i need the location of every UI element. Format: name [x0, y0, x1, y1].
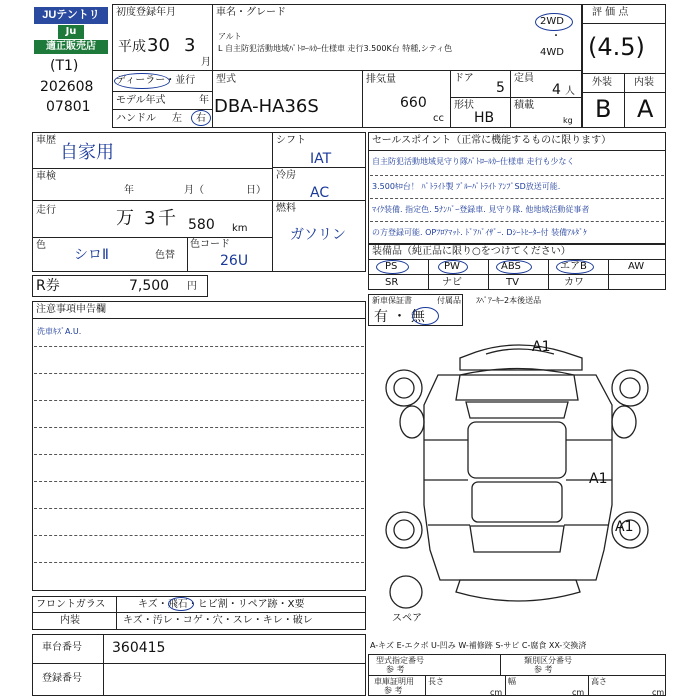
equip-abs: ABS	[501, 261, 521, 272]
handle-label: ハンドル	[116, 113, 156, 124]
pw-circle	[438, 260, 468, 274]
abs-circle	[496, 260, 532, 274]
sales-label: セールスポイント（正常に機能するものに限ります）	[372, 135, 612, 146]
car-cert-ref: 参 考	[384, 686, 403, 695]
ac-label: 冷房	[276, 170, 296, 181]
mileage-man: 万	[116, 208, 134, 229]
warranty-value: 有 ・ 無	[374, 309, 425, 325]
chassis-label: 車台番号	[42, 642, 82, 653]
capacity-value: 4	[552, 82, 561, 98]
equip-navi: ナビ	[442, 277, 462, 288]
equip-tv: TV	[506, 277, 519, 288]
dealer-code: (T1)	[50, 58, 79, 74]
damage-a1-side2: A1	[615, 519, 634, 535]
mileage-unit: km	[232, 223, 248, 234]
damage-a1-side1: A1	[589, 471, 608, 487]
ac-value: AC	[310, 185, 330, 201]
glass-label: フロントガラス	[36, 599, 106, 610]
dealer-circle	[114, 73, 170, 89]
ju-mark: Ju	[58, 25, 84, 39]
capacity-unit: 人	[565, 86, 575, 97]
dealer-type-label: ディーラー・並行	[116, 75, 196, 86]
inspection-day: 日）	[246, 185, 266, 196]
glass-value: キズ・飛石・ヒビ割・リペア跡・X要	[138, 599, 305, 610]
drive-circle	[535, 13, 573, 31]
doors-value: 5	[496, 80, 505, 96]
height-unit: cm	[652, 688, 665, 697]
accessories-value: ｽﾍﾟｱｰｷｰ2本後送品	[476, 296, 542, 305]
displacement-value: 660	[400, 95, 427, 111]
airbag-circle	[556, 260, 594, 274]
sales-line-4: の方登録可能. OPﾌﾛｱﾏｯﾄ. ﾄﾞｱﾊﾞｲｻﾞｰ. Dｼｰﾄﾋｰﾀｰ付 装備ｱﾙﾀﾞｹ	[372, 228, 588, 237]
brand-logo: JUテントリ	[34, 7, 108, 24]
color-value: シロⅡ	[74, 247, 109, 263]
name-label: 車名・グレード	[216, 7, 286, 18]
fuel-value: ガソリン	[290, 227, 346, 243]
handle-right: 右	[196, 113, 206, 124]
load-unit: kg	[563, 116, 573, 125]
color-code-label: 色コード	[190, 239, 230, 250]
height-label: 高さ	[591, 677, 607, 686]
ps-circle	[376, 260, 409, 274]
notes-label: 注意事項申告欄	[36, 304, 106, 315]
recycle-unit: 円	[187, 281, 197, 292]
car-grade: L 自主防犯活動地域ﾊﾟﾄﾛｰﾙｶｰ仕様車 走行3.500K台 特種,シティ色	[218, 44, 453, 53]
reg-month: 3	[184, 35, 196, 56]
registration-label: 登録番号	[42, 673, 82, 684]
model-year-unit: 年	[199, 95, 209, 106]
ext-grade: B	[595, 95, 612, 123]
rating-score: (4.5)	[588, 33, 645, 61]
accessories-label: 付属品	[437, 296, 461, 305]
width-label: 幅	[508, 677, 516, 686]
equip-leather: カワ	[564, 277, 584, 288]
displacement-unit: cc	[433, 113, 444, 124]
reg-year: 30	[147, 35, 170, 56]
inspection-label: 車検	[36, 171, 56, 182]
length-label: 長さ	[428, 677, 444, 686]
equip-ps: PS	[385, 261, 398, 272]
reg-label: 初度登録年月	[116, 7, 176, 18]
shape-value: HB	[474, 110, 495, 126]
displacement-label: 排気量	[366, 74, 396, 85]
glass-circle	[168, 597, 194, 611]
notes-text: 洗車ｷｽﾞA.U.	[37, 327, 82, 336]
sales-line-3: ﾏｲｸ装備. 指定色. 5ﾅﾝﾊﾞｰ登録車. 見守り隊. 他地域活動従事者	[372, 205, 590, 214]
color-change-label: 色替	[155, 250, 175, 261]
class-ref: 参 考	[534, 665, 553, 674]
inspection-year: 年	[124, 185, 134, 196]
fuel-label: 燃料	[276, 203, 296, 214]
handle-left: 左	[172, 113, 182, 124]
class-label: 類別区分番号	[524, 656, 572, 665]
car-name: アルト	[218, 32, 242, 41]
interior-value: キズ・汚レ・コゲ・穴・スレ・キレ・破レ	[123, 615, 313, 626]
dealer-num2: 07801	[46, 99, 91, 115]
store-label: 適正販売店	[34, 40, 108, 54]
mileage-rest: 580	[188, 217, 215, 233]
equip-sr: SR	[385, 277, 399, 288]
capacity-label: 定員	[514, 73, 534, 84]
length-unit: cm	[490, 688, 503, 697]
width-unit: cm	[572, 688, 585, 697]
sales-line-2: 3.500ｷﾛ台！ ﾊﾟﾄﾗｲﾄ製 ﾌﾞﾙｰﾊﾟﾄﾗｲﾄ ｱﾝﾌﾟSD放送可能.	[372, 182, 561, 191]
equipment-label: 装備品（純正品に限り○をつけてください）	[372, 246, 571, 257]
equip-airbag: エアB	[560, 261, 587, 272]
damage-a1-front: A1	[532, 339, 551, 355]
spare-label: スペア	[392, 613, 422, 624]
color-code: 26U	[220, 253, 249, 269]
rating-label: 評 価 点	[592, 7, 629, 18]
doors-label: ドア	[454, 73, 474, 84]
dealer-num1: 202608	[40, 79, 94, 95]
model-year-label: モデル年式	[116, 95, 166, 106]
damage-legend: A-キズ E-エクボ U-凹み W-補修跡 S-サビ C-腐食 XX-交換済	[370, 641, 587, 650]
model-cert-label: 型式指定番号	[376, 656, 424, 665]
model-label: 型式	[216, 74, 236, 85]
shape-label: 形状	[454, 100, 474, 111]
int-label: 内装	[634, 77, 654, 88]
history-value: 自家用	[60, 142, 114, 163]
mileage-num: 3	[144, 208, 156, 229]
warranty-label: 新車保証書	[372, 296, 412, 305]
chassis-value: 360415	[112, 640, 166, 656]
mileage-sen: 千	[158, 208, 176, 229]
interior-label: 内装	[60, 615, 80, 626]
load-label: 積載	[514, 100, 534, 111]
car-damage-diagram	[368, 330, 666, 620]
ext-label: 外装	[592, 77, 612, 88]
equip-aw: AW	[628, 261, 645, 272]
inspection-month: 月（	[184, 185, 204, 196]
recycle-value: 7,500	[129, 278, 170, 294]
drive-2wd: 2WD	[540, 16, 564, 27]
equip-pw: PW	[444, 261, 460, 272]
reg-month-unit: 月	[201, 57, 211, 68]
drive-dot: ・	[551, 31, 561, 42]
notes-box	[32, 301, 366, 591]
chassis-box	[32, 634, 366, 696]
handle-circle	[191, 110, 211, 126]
history-label: 車歴	[36, 135, 56, 146]
model-value: DBA-HA36S	[214, 96, 319, 117]
recycle-label: R券	[36, 278, 60, 294]
reg-era: 平成	[118, 39, 146, 55]
drive-4wd: 4WD	[540, 47, 564, 58]
car-cert-label: 車庫証明用	[374, 677, 414, 686]
shift-label: シフト	[276, 135, 306, 146]
mileage-label: 走行	[36, 205, 56, 216]
warranty-circle	[412, 307, 439, 325]
shift-value: IAT	[310, 151, 332, 167]
model-cert-ref: 参 考	[386, 665, 405, 674]
sales-line-1: 自主防犯活動地域見守り隊ﾊﾟﾄﾛｰﾙｶｰ仕様車 走行も少なく	[372, 157, 575, 166]
color-label: 色	[36, 240, 46, 251]
int-grade: A	[637, 95, 654, 123]
